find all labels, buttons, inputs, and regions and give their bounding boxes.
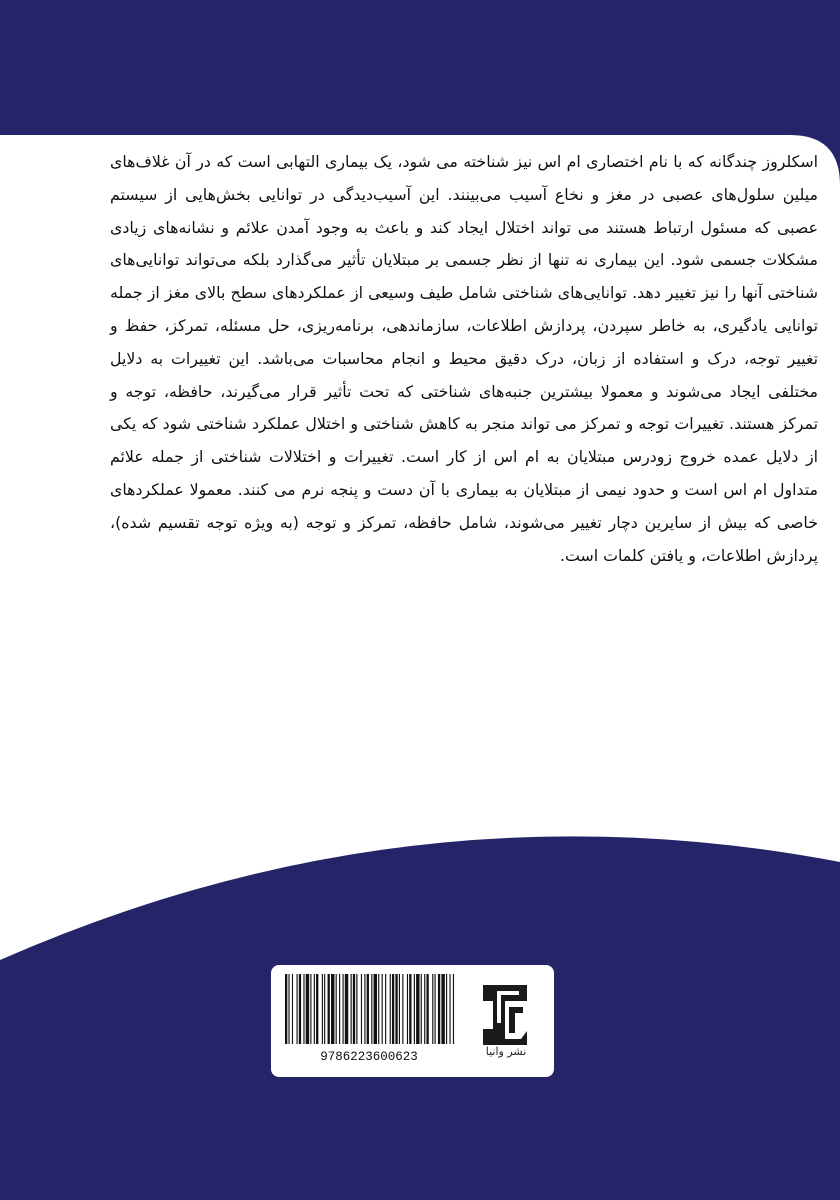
barcode-bar — [328, 974, 330, 1044]
barcode-bar — [374, 974, 377, 1044]
barcode-bar — [299, 974, 301, 1044]
barcode-bar — [407, 974, 408, 1044]
barcode-bar — [449, 974, 450, 1044]
barcode-bar — [446, 974, 447, 1044]
barcode-bar — [292, 974, 293, 1044]
barcode-bar — [432, 974, 433, 1044]
barcode-bar — [331, 974, 334, 1044]
barcode-bar — [382, 974, 383, 1044]
barcode-bar — [285, 974, 287, 1044]
barcode-bar — [390, 974, 391, 1044]
barcode-bar — [314, 974, 315, 1044]
barcode-bar — [288, 974, 289, 1044]
barcode-bar — [324, 974, 325, 1044]
publisher-barcode-box — [271, 965, 554, 1077]
barcode-bar — [297, 974, 298, 1044]
barcode-bar — [414, 974, 415, 1044]
barcode-bar — [310, 974, 311, 1044]
barcode-bar — [378, 974, 379, 1044]
barcode-bar — [361, 974, 362, 1044]
barcode-bar — [453, 974, 454, 1044]
barcode-bar — [322, 974, 323, 1044]
barcode-bar — [356, 974, 357, 1044]
barcode-bar — [395, 974, 397, 1044]
barcode-bar — [316, 974, 318, 1044]
isbn-barcode — [281, 972, 457, 1064]
barcode-bar — [421, 974, 422, 1044]
barcode-bar — [345, 974, 348, 1044]
isbn-number: 9786223600623 — [320, 1050, 418, 1064]
barcode-bar — [353, 974, 355, 1044]
back-cover-paragraph: اسکلروز چندگانه که با نام اختصاری ام اس نیز شناخته می شود، یک بیماری التهابی است که در آن غلاف‌های میلین سلول‌های عصبی در مغز و نخاع آسیب می‌بینند. این آسیب‌دیدگی در توانایی بخش‌هایی از سیستم عصبی که مسئول ارتباط هستند می تواند اختلال ایجاد کند و باعث به وجود آمدن علائم و نشانه‌های زیادی مشکلات جسمی شود. این بیماری نه تنها از نظر جسمی بر مبتلایان تأثیر می‌گذارد بلکه می‌تواند توانایی‌های شناختی آنها را نیز تغییر دهد. توانایی‌های شناختی شامل طیف وسیعی از عملکردهای سطح بالای مغز از جمله توانایی یادگیری، به خاطر سپردن، پردازش اطلاعات، سازماندهی، برنامه‌ریزی، حل مسئله، تمرکز، حفظ و تغییر توجه، درک و استفاده از زبان، درک دقیق محیط و انجام محاسبات می‌باشد. این تغییرات به دلایل مختلفی ایجاد می‌شوند و معمولا بیشترین جنبه‌های شناختی که تحت تأثیر قرار می‌گیرند، حافظه، توجه و تمرکز هستند. تغییرات توجه و تمرکز می تواند منجر به کاهش شناختی و اختلال عملکرد شناختی شود که یکی از دلایل عمده خروج زودرس مبتلایان به ام اس از کار است. تغییرات و اختلالات شناختی از جمله علائم متداول ام اس است و حدود نیمی از مبتلایان به بیماری با آن دست و پنجه نرم می کنند. معمولا عملکردهای خاصی که بیش از سایرین دچار تغییر می‌شوند، شامل حافظه، تمرکز و توجه (به ویژه توجه تقسیم شده)، پردازش اطلاعات، و یافتن کلمات است. — [110, 152, 818, 565]
barcode-bar — [392, 974, 394, 1044]
barcode-bar — [416, 974, 419, 1044]
barcode-bar — [364, 974, 365, 1044]
barcode-bar — [435, 974, 436, 1044]
barcode-bar — [339, 974, 340, 1044]
vania-publisher-logo-icon — [469, 979, 541, 1047]
barcode-bar — [399, 974, 400, 1044]
barcode-bar — [343, 974, 344, 1044]
barcode-bar — [409, 974, 411, 1044]
publisher-name: نشر وانیا — [485, 1045, 527, 1058]
barcode-bar — [351, 974, 352, 1044]
barcode-bar — [424, 974, 425, 1044]
barcode-bar — [426, 974, 428, 1044]
barcode-bar — [367, 974, 369, 1044]
barcode-bar — [438, 974, 440, 1044]
barcode-bar — [385, 974, 386, 1044]
barcode-bar — [303, 974, 304, 1044]
barcode-bar — [441, 974, 444, 1044]
barcode-bar — [336, 974, 337, 1044]
barcode-bar — [402, 974, 403, 1044]
barcode-bar — [371, 974, 372, 1044]
barcode-bar — [306, 974, 309, 1044]
